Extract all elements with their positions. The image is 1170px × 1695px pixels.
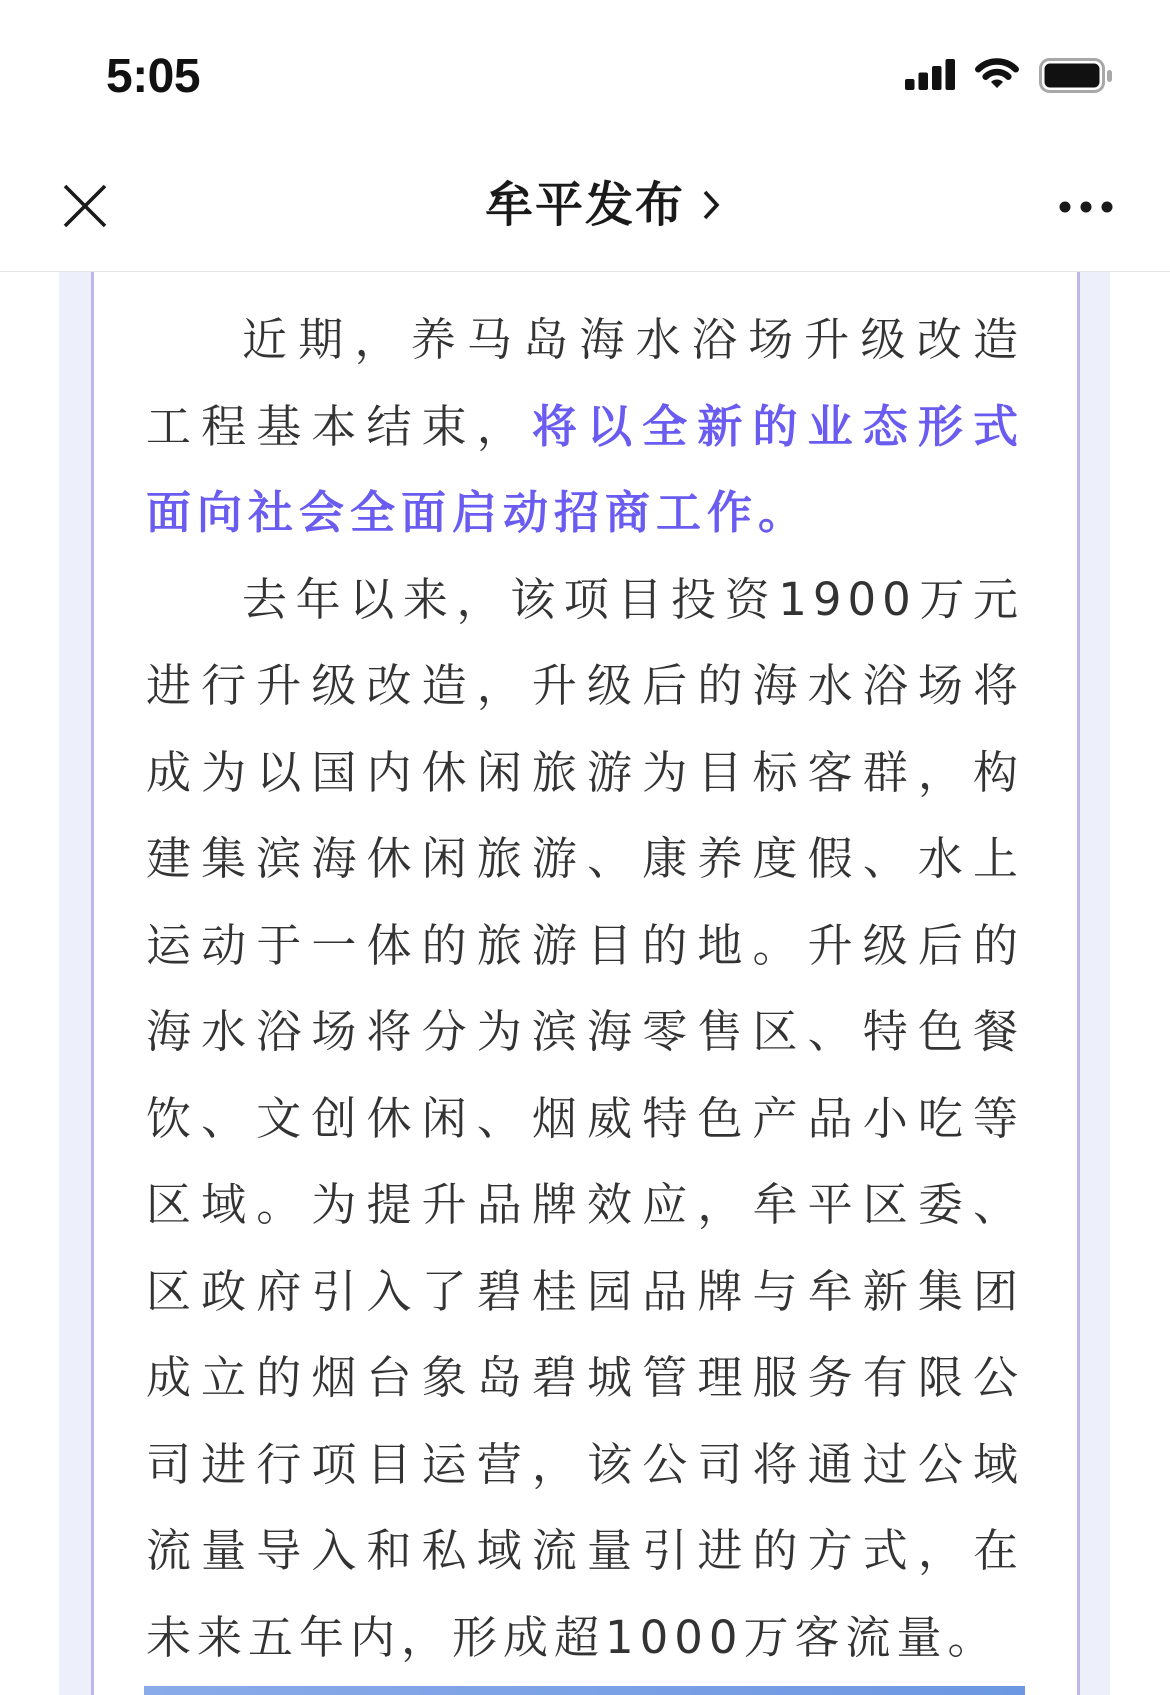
article-text: 成立的烟台象岛碧城管理服务有限公 xyxy=(146,1351,1024,1404)
article-text: 区域。为提升品牌效应，牟平区委、 xyxy=(146,1178,1024,1231)
article-line xyxy=(146,470,1024,557)
article-text: 区政府引入了碧桂园品牌与牟新集团 xyxy=(146,1264,1024,1318)
status-bar xyxy=(0,0,1170,130)
article-line xyxy=(146,384,1024,471)
battery-icon xyxy=(1039,58,1115,94)
article-body xyxy=(146,297,1024,1681)
cellular-signal-icon xyxy=(905,58,959,90)
nav-title: 牟平发布 xyxy=(484,177,685,233)
wifi-arc xyxy=(991,80,1003,88)
wifi-arc xyxy=(986,72,1009,77)
status-time: 5:05 xyxy=(106,50,201,103)
article-line xyxy=(146,1335,1024,1422)
article-line xyxy=(146,1249,1024,1336)
chevron-right-icon xyxy=(701,188,721,222)
article-line xyxy=(146,1595,1024,1682)
signal-bar xyxy=(919,73,929,91)
more-button[interactable] xyxy=(1052,190,1120,224)
wifi-icon xyxy=(972,56,1022,90)
article-line xyxy=(146,297,1024,384)
emphasis-text: 面向社会全面启动招商工作。 xyxy=(146,486,810,539)
article-text: 运动于一体的旅游目的地。升级后的 xyxy=(146,918,1024,972)
article-image[interactable] xyxy=(144,1686,1025,1695)
signal-bar xyxy=(946,59,956,90)
article-line xyxy=(146,1422,1024,1509)
nav-title-area xyxy=(0,172,1170,238)
article-text: 近期，养马岛海水浴场升级改造 xyxy=(242,313,1024,366)
article-text: 去年以来，该项目投资1900万元 xyxy=(242,572,1024,626)
article-text: 未来五年内，形成超1000万客流量。 xyxy=(146,1610,999,1664)
article-paragraph xyxy=(146,297,1024,557)
article-text: 进行升级改造，升级后的海水浴场将 xyxy=(146,659,1024,712)
article-text: 建集滨海休闲旅游、康养度假、水上 xyxy=(146,832,1024,885)
article-text: 海水浴场将分为滨海零售区、特色餐 xyxy=(146,1005,1024,1058)
title-spacer xyxy=(449,200,485,210)
article-line xyxy=(146,903,1024,990)
emphasis-text: 将以全新的业态形式 xyxy=(531,399,1024,453)
article-line xyxy=(146,989,1024,1076)
article-line xyxy=(146,557,1024,644)
article-line xyxy=(146,1076,1024,1163)
article-line xyxy=(146,730,1024,817)
wifi-arc xyxy=(978,61,1015,69)
article-text: 成为以国内休闲旅游为目标客群，构 xyxy=(146,745,1024,799)
signal-bar xyxy=(932,66,942,90)
article-text: 饮、文创休闲、烟威特色产品小吃等 xyxy=(146,1091,1024,1145)
article-line xyxy=(146,1162,1024,1249)
battery-fill xyxy=(1045,64,1100,88)
article-text: 工程基本结束， xyxy=(146,399,532,453)
article-line xyxy=(146,643,1024,730)
article-paragraph xyxy=(146,557,1024,1682)
article-line xyxy=(146,816,1024,903)
more-icon xyxy=(1058,199,1114,215)
signal-bar xyxy=(905,79,915,90)
article-text: 流量导入和私域流量引进的方式，在 xyxy=(146,1524,1024,1577)
article-text: 司进行项目运营，该公司将通过公域 xyxy=(146,1437,1024,1491)
article-line xyxy=(146,1508,1024,1595)
account-title-button[interactable] xyxy=(449,172,721,238)
